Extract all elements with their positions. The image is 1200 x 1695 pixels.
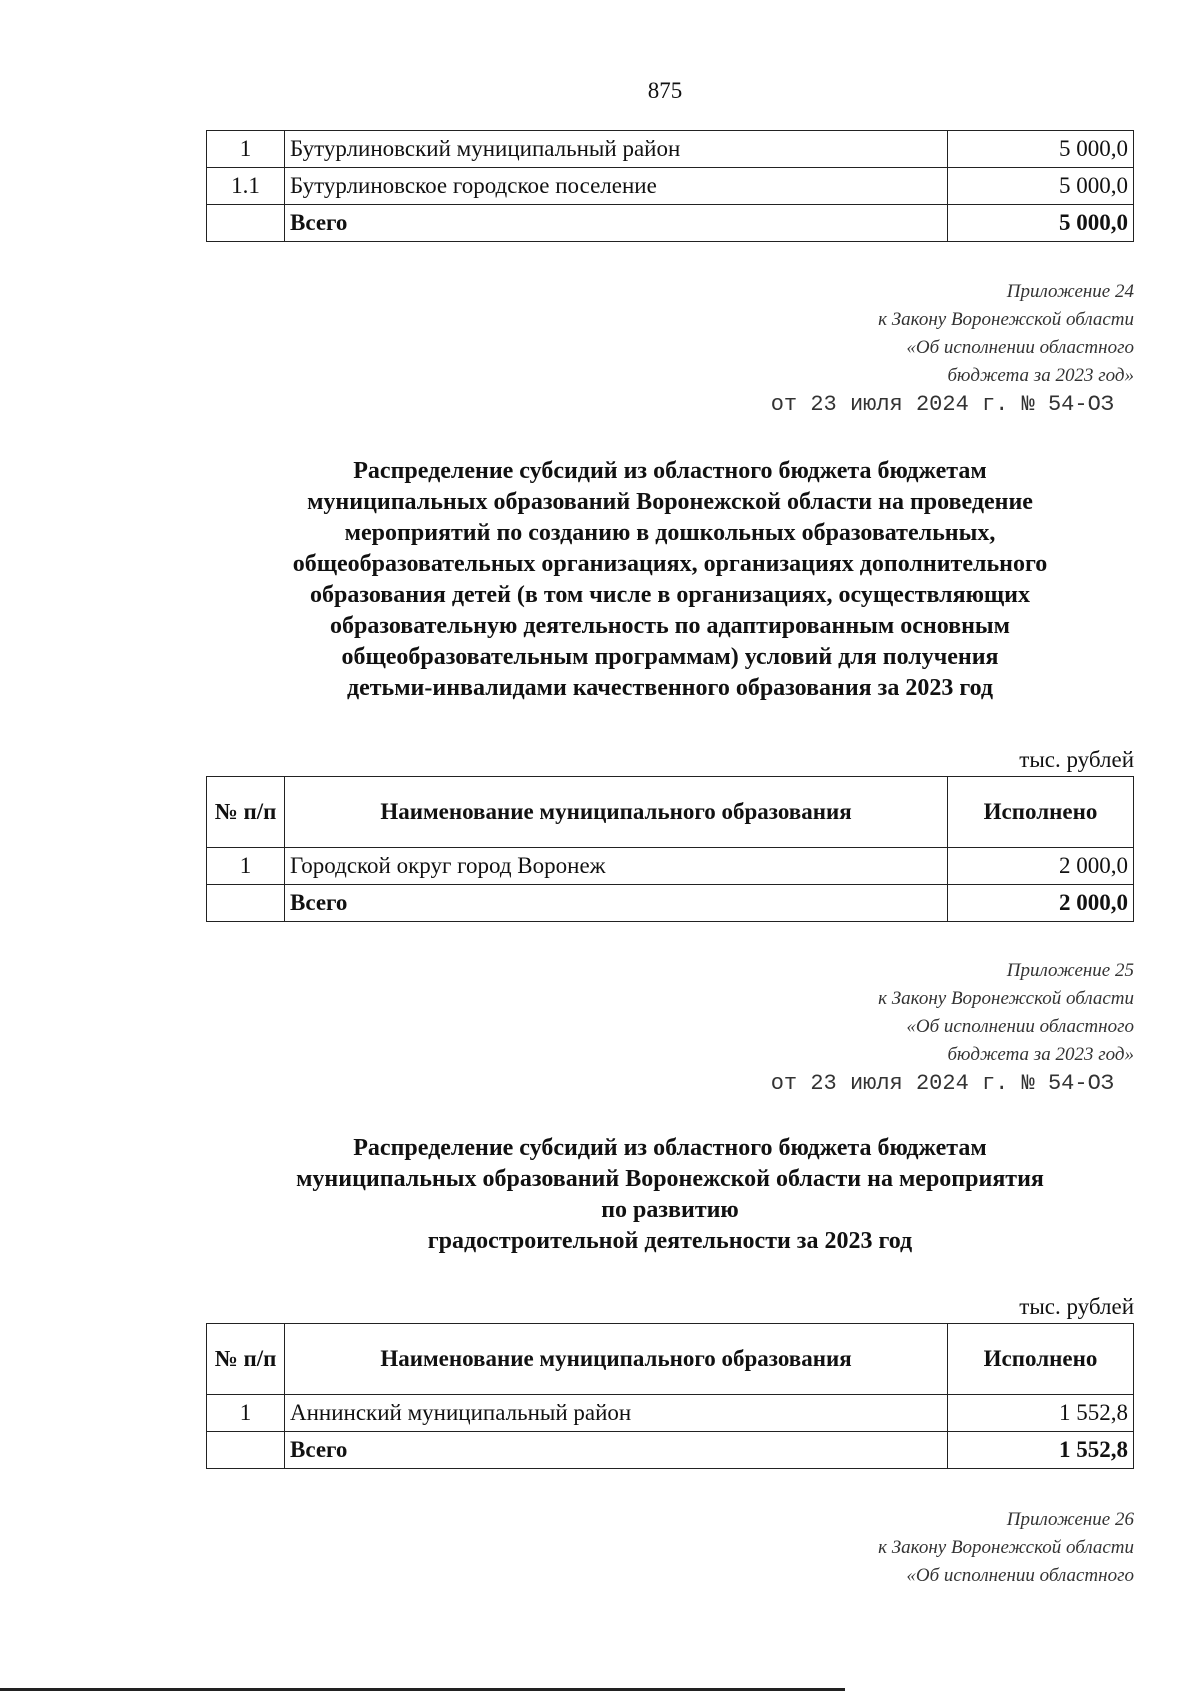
amount: 1 552,8 xyxy=(948,1395,1134,1432)
total-row xyxy=(207,1432,1134,1469)
appendix-title: Приложение 25 xyxy=(1006,960,1134,981)
header-name: Наименование муниципального образования xyxy=(285,1324,948,1395)
appendix-law: к Закону Воронежской области xyxy=(878,988,1134,1009)
total-row xyxy=(207,205,1134,242)
total-row xyxy=(207,885,1134,922)
header-number: № п/п xyxy=(207,1324,285,1395)
appendix-law-title: «Об исполнении областного xyxy=(906,1565,1134,1586)
title-line: Распределение субсидий из областного бюджета бюджетам xyxy=(353,1135,987,1161)
appendix-title: Приложение 24 xyxy=(1006,281,1134,302)
unit-label: тыс. рублей xyxy=(1019,747,1134,772)
row-number: 1.1 xyxy=(207,168,285,205)
title-line: образовательную деятельность по адаптированным основным xyxy=(329,613,1010,639)
appendix-law-title: бюджета за 2023 год» xyxy=(947,1044,1134,1065)
municipality-name: Аннинский муниципальный район xyxy=(285,1395,948,1432)
appendix-24-caption xyxy=(878,278,1134,390)
total-amount: 5 000,0 xyxy=(948,205,1134,242)
unit-label: тыс. рублей xyxy=(1019,1294,1134,1319)
table-row xyxy=(207,168,1134,205)
appendix-law-title: бюджета за 2023 год» xyxy=(947,365,1134,386)
row-number: 1 xyxy=(207,848,285,885)
title-line: по развитию xyxy=(601,1197,739,1223)
title-line: муниципальных образований Воронежской области на мероприятия xyxy=(296,1166,1044,1192)
table-top xyxy=(206,130,1134,242)
appendix-25-caption xyxy=(878,957,1134,1069)
appendix-law: к Закону Воронежской области xyxy=(878,1537,1134,1558)
law-date: от 23 июля 2024 г. № 54-ОЗ xyxy=(770,392,1114,417)
table-row xyxy=(207,1395,1134,1432)
appendix-law-title: «Об исполнении областного xyxy=(906,337,1134,358)
table-row xyxy=(207,131,1134,168)
total-label: Всего xyxy=(285,205,948,242)
municipality-name: Бутурлиновское городское поселение xyxy=(285,168,948,205)
amount: 5 000,0 xyxy=(948,168,1134,205)
appendix-title: Приложение 26 xyxy=(1006,1509,1134,1530)
amount: 2 000,0 xyxy=(948,848,1134,885)
total-amount: 2 000,0 xyxy=(948,885,1134,922)
total-label: Всего xyxy=(285,1432,948,1469)
title-line: градостроительной деятельности за 2023 год xyxy=(427,1228,913,1254)
row-number: 1 xyxy=(207,131,285,168)
title-line: муниципальных образований Воронежской области на проведение xyxy=(307,489,1033,515)
table-header xyxy=(207,1324,1134,1395)
total-amount: 1 552,8 xyxy=(948,1432,1134,1469)
footer-rule xyxy=(0,1688,845,1691)
table-section-25 xyxy=(206,1323,1134,1469)
section-24-title xyxy=(206,456,1134,704)
title-line: мероприятий по созданию в дошкольных образовательных, xyxy=(344,520,996,546)
table-section-24 xyxy=(206,776,1134,922)
title-line: образования детей (в том числе в организациях, осуществляющих xyxy=(309,582,1031,608)
title-line: детьми-инвалидами качественного образования за 2023 год xyxy=(346,675,994,701)
municipality-name: Городской округ город Воронеж xyxy=(285,848,948,885)
amount: 5 000,0 xyxy=(948,131,1134,168)
table-header xyxy=(207,777,1134,848)
header-amount: Исполнено xyxy=(948,777,1134,848)
title-line: Распределение субсидий из областного бюджета бюджетам xyxy=(353,458,987,484)
row-number: 1 xyxy=(207,1395,285,1432)
header-name: Наименование муниципального образования xyxy=(285,777,948,848)
table-row xyxy=(207,848,1134,885)
header-number: № п/п xyxy=(207,777,285,848)
page-number: 875 xyxy=(647,78,683,103)
law-date: от 23 июля 2024 г. № 54-ОЗ xyxy=(770,1071,1114,1096)
appendix-law-title: «Об исполнении областного xyxy=(906,1016,1134,1037)
appendix-26-caption xyxy=(878,1506,1134,1590)
title-line: общеобразовательным программам) условий для получения xyxy=(341,644,999,670)
municipality-name: Бутурлиновский муниципальный район xyxy=(285,131,948,168)
appendix-law: к Закону Воронежской области xyxy=(878,309,1134,330)
title-line: общеобразовательных организациях, организациях дополнительного xyxy=(292,551,1048,577)
total-label: Всего xyxy=(285,885,948,922)
section-25-title xyxy=(206,1133,1134,1257)
header-amount: Исполнено xyxy=(948,1324,1134,1395)
